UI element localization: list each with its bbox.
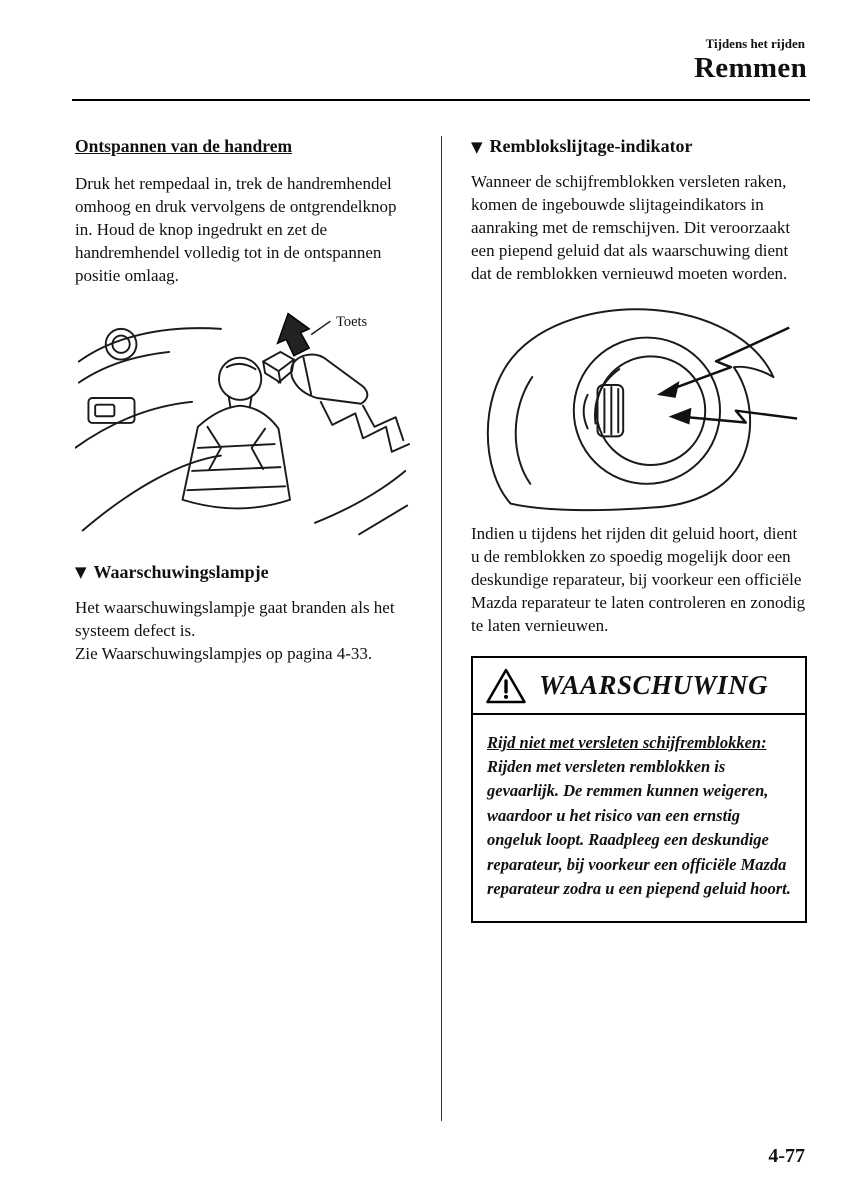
warning-box-title: WAARSCHUWING: [539, 670, 769, 701]
section-heading-label: Remblokslijtage-indikator: [489, 136, 693, 156]
right-column: [471, 136, 807, 1121]
warning-text: Rijden met versleten remblokken is gevaarlijk. De remmen kunnen weigeren, waardoor u het risico van een ernstig ongeluk loopt. Raadpleeg een deskundige reparateur, bij voorkeur een officiële Mazda reparateur zodra u een piepend geluid hoort.: [487, 756, 791, 898]
section-heading-label: Waarschuwingslampje: [93, 561, 269, 582]
section-body-line: Zie Waarschuwingslampjes op pagina 4-33.: [75, 643, 373, 663]
page-title: Remmen: [694, 52, 807, 84]
warning-box: [471, 656, 807, 924]
left-column: [75, 136, 411, 1121]
warning-lead: Rijd niet met versleten schijfremblokken:: [487, 732, 767, 752]
section-handbrake-release: [75, 136, 411, 542]
header-rule: [72, 99, 810, 101]
section-body: Druk het rempedaal in, trek de handremhendel omhoog en druk vervolgens de ontgrendelknop in. Houd de knop ingedrukt en zet de handremhendel volledig tot in de ontspannen positie omlaag.: [75, 174, 397, 286]
warning-box-body: [473, 715, 805, 922]
header-section-label: Tijdens het rijden: [705, 36, 805, 51]
handbrake-illustration: [75, 302, 411, 542]
section-heading: [75, 562, 411, 583]
section-body: Wanneer de schijfremblokken versleten raken, komen de ingebouwde slijtageindikators in aanraking met de remschijven. Dit veroorzaakt een piepend geluid dat als waarschuwing dient dat de remblokken vernieuwd moeten worden.: [471, 172, 791, 284]
column-divider: [441, 136, 442, 1121]
warning-triangle-icon: [485, 666, 527, 706]
handbrake-figure-svg: [75, 302, 411, 542]
section-body-line: Het waarschuwingslampje gaat branden als het systeem defect is.: [75, 597, 395, 640]
two-column-content: [75, 136, 807, 1121]
press-arrow-icon: [278, 313, 310, 355]
squeal-arrow-heads: [657, 381, 692, 424]
disc-line-art: [488, 309, 774, 510]
warning-box-header: [473, 658, 805, 715]
brake-disc-figure-svg: [471, 300, 807, 512]
page-number: 4-77: [768, 1145, 805, 1167]
squeal-arrow-lines: [667, 327, 797, 422]
callout-leader-line: [311, 321, 330, 334]
section-wear-indicator: [471, 136, 807, 638]
section-body: Indien u tijdens het rijden dit geluid hoort, dient u de remblokken zo spoedig mogelijk door een deskundige reparateur, bij voorkeur een officiële Mazda reparateur te laten controleren en zonodig te laten vernieuwen.: [471, 524, 806, 636]
section-marker-icon: ▼: [471, 137, 483, 156]
brake-disc-illustration: [471, 300, 807, 512]
section-marker-icon: ▼: [75, 563, 87, 582]
section-warning-lamp: [75, 562, 411, 665]
section-heading: Ontspannen van de handrem: [75, 136, 293, 156]
section-heading: [471, 136, 807, 157]
console-line-art: [75, 328, 409, 534]
figure-callout-toets: Toets: [336, 313, 368, 330]
